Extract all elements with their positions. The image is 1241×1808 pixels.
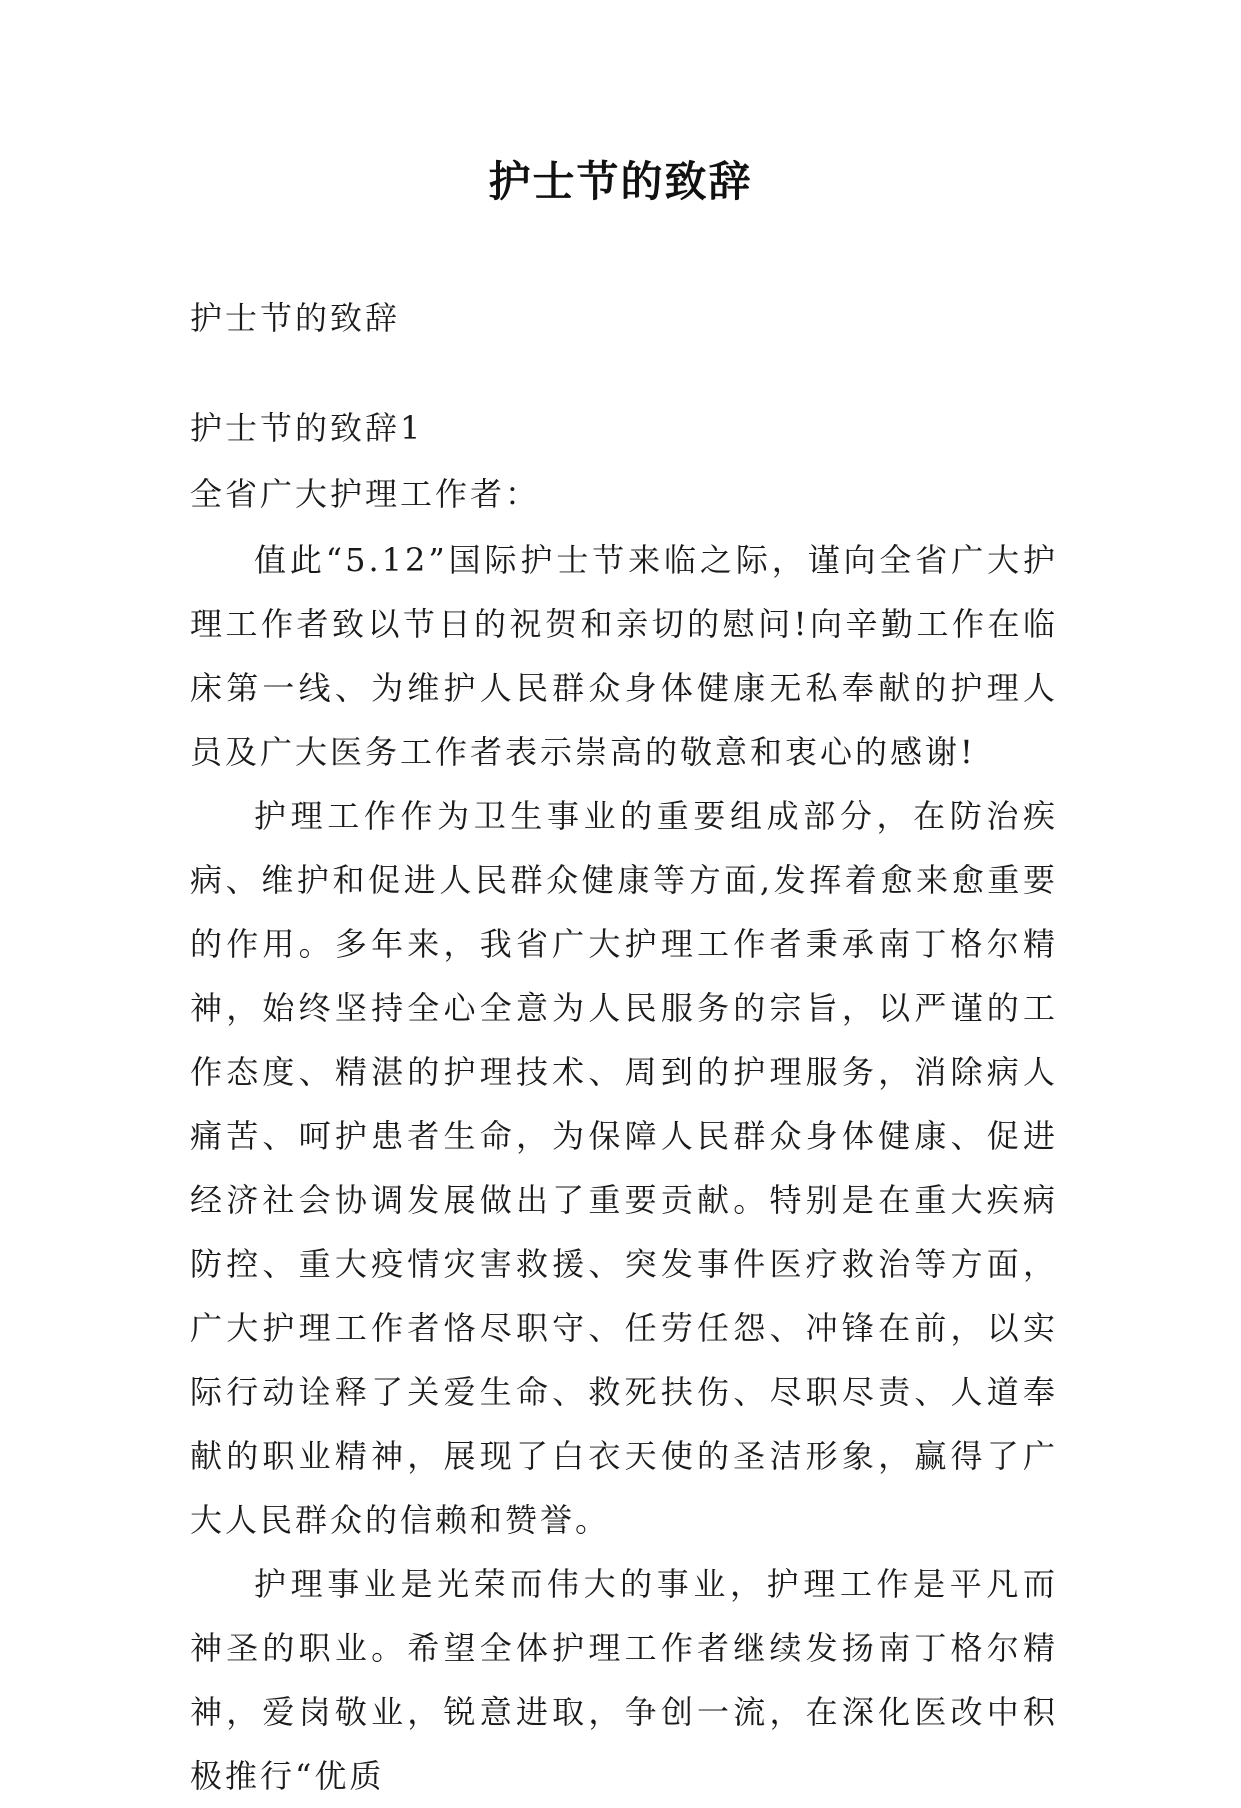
salutation: 全省广大护理工作者： [190, 475, 541, 513]
paragraph: 护理工作作为卫生事业的重要组成部分，在防治疾病、维护和促进人民群众健康等方面,发挥着愈来愈重要的作用。多年来，我省广大护理工作者秉承南丁格尔精神，始终坚持全心全意为人民服务的宗旨，以严谨的工作态度、精湛的护理技术、周到的护理服务，消除病人痛苦、呵护患者生命，为保障人民群众身体健康、促进经济社会协调发展做出了重要贡献。特别是在重大疾病防控、重大疫情灾害救援、突发事件医疗救治等方面，广大护理工作者恪尽职守、任劳任怨、冲锋在前，以实际行动诠释了关爱生命、救死扶伤、尽职尽责、人道奉献的职业精神，展现了白衣天使的圣洁形象，赢得了广大人民群众的信赖和赞誉。 [190, 797, 1058, 1539]
paragraph: 值此“5.12”国际护士节来临之际，谨向全省广大护理工作者致以节日的祝贺和亲切的慰问!向辛勤工作在临床第一线、为维护人民群众身体健康无私奉献的护理人员及广大医务工作者表示崇高的敬意和衷心的感谢! [190, 541, 1058, 771]
document-title: 护士节的致辞 [488, 157, 753, 206]
section-heading: 护士节的致辞1 [190, 409, 424, 447]
document-subtitle: 护士节的致辞 [190, 299, 401, 337]
paragraph: 护理事业是光荣而伟大的事业，护理工作是平凡而神圣的职业。希望全体护理工作者继续发扬南丁格尔精神，爱岗敬业，锐意进取，争创一流，在深化医改中积极推行“优质 [190, 1565, 1058, 1795]
body-paragraphs [190, 528, 1058, 1808]
